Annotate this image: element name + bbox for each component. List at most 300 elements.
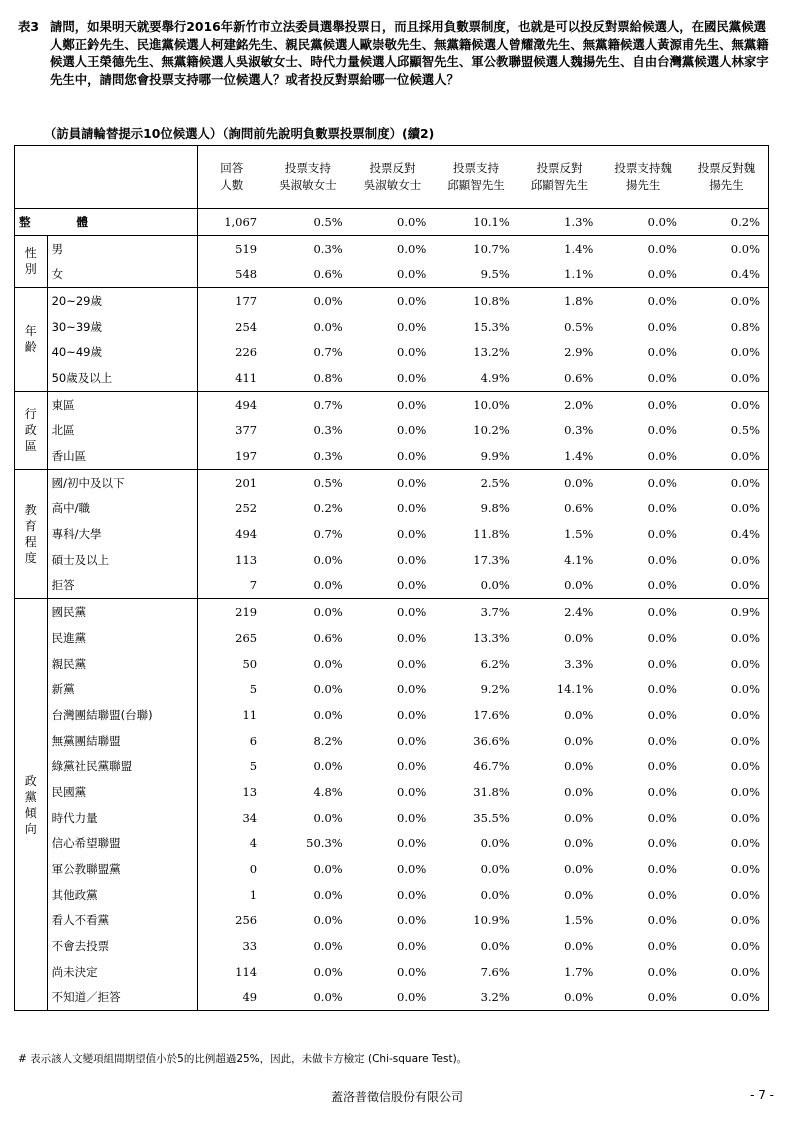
cell-value: 0.0% [730, 939, 760, 954]
category-label: 50歲及以上 [51, 370, 113, 385]
table-row [15, 469, 769, 495]
category-label: 40~49歲 [51, 345, 102, 360]
cell-value: 1.8% [518, 288, 602, 314]
cell-value: 0.2% [685, 209, 769, 236]
cell-value: 0.0% [397, 784, 427, 799]
cell-value: 0.0% [685, 469, 769, 495]
total-label: 整 體 [15, 209, 198, 236]
cell-value: 0.0% [730, 656, 760, 671]
column-header: 投票支持魏 揚先生 [601, 146, 685, 209]
category-label: 30~39歲 [51, 319, 102, 334]
cell-value: 0.0% [647, 345, 677, 360]
footnote: # 表示該人文變項組間期望值小於5的比例超過25%，因此，未做卡方檢定 (Chi-square Test)。 [18, 1053, 468, 1065]
category-label: 時代力量 [51, 810, 98, 825]
cell-value: 0.0% [647, 241, 677, 256]
category-label: 信心希望聯盟 [51, 836, 121, 851]
group-label: 年 齡 [15, 288, 48, 392]
cell-value: 494 [198, 391, 265, 417]
cell-value: 0.0% [313, 707, 343, 722]
cell-value: 0.0% [730, 370, 760, 385]
cell-value: 0.0% [601, 209, 685, 236]
cell-value: 0.0% [351, 469, 435, 495]
cell-value: 14.1% [556, 682, 594, 697]
cell-value: 519 [198, 235, 265, 261]
cell-value: 0.5% [564, 319, 594, 334]
category-label: 看人不看黨 [51, 913, 110, 928]
cell-value: 0.0% [647, 990, 677, 1005]
cell-value: 9.2% [480, 682, 510, 697]
cell-value: 0.0% [730, 887, 760, 902]
cell-value: 0.0% [564, 990, 594, 1005]
category-label: 20~29歲 [47, 288, 198, 314]
cell-value: 0.6% [564, 370, 594, 385]
table-row [15, 702, 769, 728]
cell-value: 13 [198, 779, 265, 805]
group-label: 教 育 程 度 [15, 469, 48, 598]
cell-value: 0.0% [730, 759, 760, 774]
cell-value: 0.0% [397, 759, 427, 774]
category-label: 碩士及以上 [51, 552, 110, 567]
cell-value: 0.0% [730, 630, 760, 645]
cell-value: 5 [198, 753, 265, 779]
cell-value: 0.0% [313, 682, 343, 697]
cell-value: 10.9% [473, 913, 510, 928]
cell-value: 0.0% [397, 501, 427, 516]
cell-value: 0.4% [730, 527, 760, 542]
cell-value: 0.0% [351, 209, 435, 236]
table-title [18, 18, 778, 88]
header-row [15, 146, 769, 209]
cell-value: 0.0% [397, 707, 427, 722]
cell-value: 494 [198, 521, 265, 547]
cell-value: 0.0% [685, 391, 769, 417]
cell-value: 0.0% [647, 939, 677, 954]
cell-value: 3.7% [434, 599, 518, 625]
cell-value: 0.0% [601, 391, 685, 417]
table-row [15, 288, 769, 314]
cell-value: 0.0% [647, 682, 677, 697]
category-label: 香山區 [51, 449, 87, 464]
cell-value: 0.0% [480, 862, 510, 877]
cell-value: 49 [198, 985, 265, 1011]
table-row [15, 676, 769, 702]
cell-value: 1.3% [518, 209, 602, 236]
cell-value: 6 [198, 728, 265, 754]
cell-value: 0.0% [647, 913, 677, 928]
cell-value: 4.8% [313, 784, 343, 799]
cell-value: 0.0% [313, 887, 343, 902]
cell-value: 201 [198, 469, 265, 495]
category-label: 不會去投票 [51, 939, 110, 954]
cell-value: 0.0% [313, 990, 343, 1005]
cell-value: 0.0% [397, 810, 427, 825]
cell-value: 0.6% [564, 501, 594, 516]
cell-value: 0.5% [265, 469, 351, 495]
table-row [15, 831, 769, 857]
cell-value: 0.0% [397, 370, 427, 385]
cell-value: 8.2% [313, 733, 343, 748]
cell-value: 9.5% [480, 267, 510, 282]
cell-value: 0.0% [730, 990, 760, 1005]
cell-value: 17.6% [473, 707, 510, 722]
header-corner [15, 146, 198, 209]
table-row [15, 933, 769, 959]
cell-value: 0.0% [564, 939, 594, 954]
cell-value: 0.0% [647, 630, 677, 645]
category-label: 軍公教聯盟黨 [51, 862, 121, 877]
cell-value: 1.1% [564, 267, 594, 282]
cell-value: 0.0% [730, 862, 760, 877]
cell-value: 13.2% [473, 345, 510, 360]
cell-value: 0.0% [564, 836, 594, 851]
cell-value: 252 [198, 496, 265, 522]
table-number: 表3 [18, 19, 40, 34]
cell-value: 2.5% [434, 469, 518, 495]
cell-value: 0.0% [397, 449, 427, 464]
cell-value: 9.8% [480, 501, 510, 516]
table-row [15, 805, 769, 831]
cell-value: 0.3% [313, 423, 343, 438]
cell-value: 226 [198, 339, 265, 365]
table-row [15, 908, 769, 934]
cell-value: 0.0% [397, 862, 427, 877]
cell-value: 0.3% [313, 449, 343, 464]
cell-value: 0.0% [647, 810, 677, 825]
table-row [15, 753, 769, 779]
cell-value: 0.0% [397, 527, 427, 542]
cell-value: 0.0% [313, 810, 343, 825]
cell-value: 11 [198, 702, 265, 728]
cell-value: 17.3% [473, 552, 510, 567]
cell-value: 0.0% [601, 599, 685, 625]
cell-value: 2.0% [518, 391, 602, 417]
cell-value: 0.0% [647, 423, 677, 438]
cell-value: 0.0% [313, 939, 343, 954]
cell-value: 0.0% [397, 836, 427, 851]
cell-value: 0.0% [397, 913, 427, 928]
cell-value: 0.0% [647, 733, 677, 748]
cell-value: 1.4% [564, 241, 594, 256]
table-row [15, 856, 769, 882]
cell-value: 13.3% [473, 630, 510, 645]
cell-value: 50 [198, 651, 265, 677]
cell-value: 0.0% [480, 939, 510, 954]
category-label: 國/初中及以下 [47, 469, 198, 495]
column-header: 回答 人數 [198, 146, 265, 209]
cell-value: 0.2% [313, 501, 343, 516]
cell-value: 0.3% [313, 241, 343, 256]
cell-value: 36.6% [473, 733, 510, 748]
cell-value: 0.0% [730, 836, 760, 851]
cell-value: 34 [198, 805, 265, 831]
cell-value: 0.0% [313, 913, 343, 928]
cell-value: 0.0% [397, 578, 427, 593]
cell-value: 0.0% [730, 578, 760, 593]
table-row [15, 882, 769, 908]
cell-value: 10.0% [434, 391, 518, 417]
table-body [15, 209, 769, 1011]
cell-value: 0.0% [397, 990, 427, 1005]
company-name: 蓋洛普徵信股份有限公司 [330, 1090, 463, 1104]
column-header: 投票支持 邱顯智先生 [434, 146, 518, 209]
cell-value: 0.0% [351, 288, 435, 314]
cell-value: 1.4% [564, 449, 594, 464]
cell-value: 0.0% [730, 810, 760, 825]
cell-value: 114 [198, 959, 265, 985]
table-row [15, 573, 769, 599]
cell-value: 0.9% [685, 599, 769, 625]
cell-value: 31.8% [473, 784, 510, 799]
cell-value: 0.0% [647, 836, 677, 851]
table-row [15, 625, 769, 651]
cell-value: 0.0% [397, 267, 427, 282]
cell-value: 0.0% [730, 682, 760, 697]
cell-value: 0.0% [397, 552, 427, 567]
cell-value: 0.0% [647, 370, 677, 385]
cell-value: 0.0% [685, 288, 769, 314]
category-label: 女 [51, 267, 64, 282]
cell-value: 265 [198, 625, 265, 651]
cell-value: 0.0% [564, 810, 594, 825]
cell-value: 0.0% [313, 759, 343, 774]
table-row [15, 779, 769, 805]
cell-value: 10.7% [473, 241, 510, 256]
category-label: 尚未決定 [51, 964, 98, 979]
cell-value: 0.0% [730, 501, 760, 516]
cell-value: 0.0% [564, 630, 594, 645]
cell-value: 0.0% [564, 862, 594, 877]
cell-value: 6.2% [480, 656, 510, 671]
table-row [15, 261, 769, 287]
cell-value: 0.0% [730, 707, 760, 722]
table-row [15, 365, 769, 391]
cell-value: 0.5% [730, 423, 760, 438]
cell-value: 0.0% [351, 391, 435, 417]
cell-value: 0.0% [564, 759, 594, 774]
cell-value: 0.0% [730, 733, 760, 748]
cell-value: 9.9% [480, 449, 510, 464]
cell-value: 0.7% [313, 345, 343, 360]
group-label: 性 別 [15, 235, 48, 287]
cell-value: 0.6% [313, 630, 343, 645]
category-label: 高中/職 [51, 501, 90, 516]
cell-value: 0.0% [730, 241, 760, 256]
category-label: 專科/大學 [51, 527, 102, 542]
cell-value: 0.0% [730, 784, 760, 799]
cell-value: 0.0% [564, 707, 594, 722]
cell-value: 1.5% [564, 527, 594, 542]
cell-value: 1,067 [198, 209, 265, 236]
cell-value: 0.0% [647, 887, 677, 902]
cell-value: 5 [198, 676, 265, 702]
cell-value: 177 [198, 288, 265, 314]
total-row [15, 209, 769, 236]
cell-value: 0.0% [564, 887, 594, 902]
cell-value: 0.5% [265, 209, 351, 236]
cell-value: 35.5% [473, 810, 510, 825]
cell-value: 0.0% [647, 964, 677, 979]
cell-value: 1.7% [564, 964, 594, 979]
category-label: 國民黨 [47, 599, 198, 625]
group-label: 政 黨 傾 向 [15, 599, 48, 1011]
cell-value: 113 [198, 547, 265, 573]
question-text: 請問，如果明天就要舉行2016年新竹市立法委員選舉投票日，而且採用負數票制度，也就是可以投反對票給候選人，在國民黨候選人鄭正鈐先生、民進黨候選人柯建銘先生、親民黨候選人歐崇敬先生、無黨籍候選人曾耀澂先生、無黨籍候選人黃源甫先生、無黨籍候選人王榮德先生、無黨籍候選人吳淑敏女士、時代力量候選人邱顯智先生、軍公教聯盟候選人魏揚先生、自由台灣黨候選人林家宇先生中，請問您會投票支持哪一位候選人？或者投反對票給哪一位候選人？ [50, 19, 769, 87]
cell-value: 197 [198, 443, 265, 469]
category-label: 其他政黨 [51, 887, 98, 902]
cell-value: 10.2% [473, 423, 510, 438]
cell-value: 0.0% [564, 578, 594, 593]
cell-value: 0.0% [601, 288, 685, 314]
cell-value: 0.0% [730, 913, 760, 928]
cell-value: 0.0% [647, 784, 677, 799]
table-row [15, 651, 769, 677]
table-row [15, 547, 769, 573]
cell-value: 0.0% [518, 469, 602, 495]
column-header: 投票反對魏 揚先生 [685, 146, 769, 209]
column-header: 投票反對 吳淑敏女士 [351, 146, 435, 209]
cell-value: 10.1% [434, 209, 518, 236]
category-label: 新黨 [51, 682, 75, 697]
cell-value: 33 [198, 933, 265, 959]
table-row [15, 521, 769, 547]
cell-value: 0.0% [647, 552, 677, 567]
cell-value: 0.0% [601, 469, 685, 495]
cell-value: 0.0% [313, 964, 343, 979]
cell-value: 219 [198, 599, 265, 625]
cell-value: 0.0% [397, 682, 427, 697]
cell-value: 0.0% [265, 599, 351, 625]
cell-value: 377 [198, 418, 265, 444]
column-header: 投票支持 吳淑敏女士 [265, 146, 351, 209]
category-label: 北區 [51, 423, 75, 438]
category-label: 民國黨 [51, 784, 87, 799]
cell-value: 0.4% [730, 267, 760, 282]
cell-value: 0.0% [730, 345, 760, 360]
cell-value: 0.0% [313, 552, 343, 567]
cell-value: 0.0% [313, 319, 343, 334]
cell-value: 0.0% [647, 527, 677, 542]
table-row [15, 985, 769, 1011]
cell-value: 0.0% [313, 862, 343, 877]
cell-value: 0.0% [647, 501, 677, 516]
category-label: 綠黨社民黨聯盟 [51, 759, 133, 774]
cell-value: 0.0% [730, 964, 760, 979]
cell-value: 0.0% [351, 599, 435, 625]
cell-value: 0.7% [265, 391, 351, 417]
category-label: 不知道／拒答 [51, 990, 121, 1005]
cell-value: 0.0% [647, 319, 677, 334]
cell-value: 7.6% [480, 964, 510, 979]
table-row [15, 235, 769, 261]
cell-value: 0.0% [730, 449, 760, 464]
cell-value: 0.0% [265, 288, 351, 314]
cell-value: 0.0% [397, 964, 427, 979]
table-row [15, 599, 769, 625]
cell-value: 256 [198, 908, 265, 934]
cell-value: 548 [198, 261, 265, 287]
cell-value: 3.3% [564, 656, 594, 671]
cell-value: 0.3% [564, 423, 594, 438]
table-row [15, 339, 769, 365]
cell-value: 11.8% [473, 527, 510, 542]
table-row [15, 728, 769, 754]
cell-value: 2.9% [564, 345, 594, 360]
results-table [14, 145, 769, 1011]
cell-value: 0.0% [564, 784, 594, 799]
cell-value: 0.0% [480, 836, 510, 851]
table-row [15, 496, 769, 522]
group-label: 行 政 區 [15, 391, 48, 469]
cell-value: 0.0% [647, 267, 677, 282]
cell-value: 0.0% [397, 630, 427, 645]
table-row [15, 443, 769, 469]
category-label: 東區 [47, 391, 198, 417]
cell-value: 10.8% [434, 288, 518, 314]
cell-value: 4.9% [480, 370, 510, 385]
table-subtitle: （訪員請輪替提示10位候選人）（詢問前先說明負數票投票制度）(續2) [44, 126, 435, 141]
cell-value: 411 [198, 365, 265, 391]
cell-value: 0.6% [313, 267, 343, 282]
category-label: 無黨團結聯盟 [51, 733, 121, 748]
cell-value: 3.2% [480, 990, 510, 1005]
cell-value: 0.0% [480, 887, 510, 902]
cell-value: 0.0% [397, 939, 427, 954]
cell-value: 0.0% [647, 578, 677, 593]
cell-value: 0.0% [397, 656, 427, 671]
cell-value: 4 [198, 831, 265, 857]
column-header: 投票反對 邱顯智先生 [518, 146, 602, 209]
cell-value: 4.1% [564, 552, 594, 567]
category-label: 親民黨 [51, 656, 87, 671]
table-row [15, 391, 769, 417]
cell-value: 0.7% [313, 527, 343, 542]
cell-value: 0.0% [313, 656, 343, 671]
category-label: 民進黨 [51, 630, 87, 645]
cell-value: 0.0% [647, 449, 677, 464]
cell-value: 0.8% [313, 370, 343, 385]
table-row [15, 314, 769, 340]
cell-value: 0.0% [397, 345, 427, 360]
cell-value: 0.0% [647, 759, 677, 774]
cell-value: 0.0% [730, 552, 760, 567]
category-label: 台灣團結聯盟(台聯) [51, 707, 153, 722]
cell-value: 0 [198, 856, 265, 882]
cell-value: 0.0% [397, 319, 427, 334]
category-label: 拒答 [51, 578, 75, 593]
page-number: - 7 - [750, 1088, 774, 1102]
cell-value: 0.0% [397, 241, 427, 256]
cell-value: 0.0% [397, 423, 427, 438]
cell-value: 1 [198, 882, 265, 908]
table-row [15, 418, 769, 444]
cell-value: 0.8% [730, 319, 760, 334]
cell-value: 0.0% [647, 656, 677, 671]
cell-value: 0.0% [647, 862, 677, 877]
cell-value: 0.0% [480, 578, 510, 593]
cell-value: 2.4% [518, 599, 602, 625]
category-label: 男 [51, 241, 64, 256]
cell-value: 0.0% [647, 707, 677, 722]
cell-value: 7 [198, 573, 265, 599]
cell-value: 0.0% [313, 578, 343, 593]
cell-value: 15.3% [473, 319, 510, 334]
table-row [15, 959, 769, 985]
cell-value: 0.0% [397, 887, 427, 902]
cell-value: 254 [198, 314, 265, 340]
cell-value: 1.5% [564, 913, 594, 928]
cell-value: 50.3% [306, 836, 343, 851]
cell-value: 0.0% [564, 733, 594, 748]
